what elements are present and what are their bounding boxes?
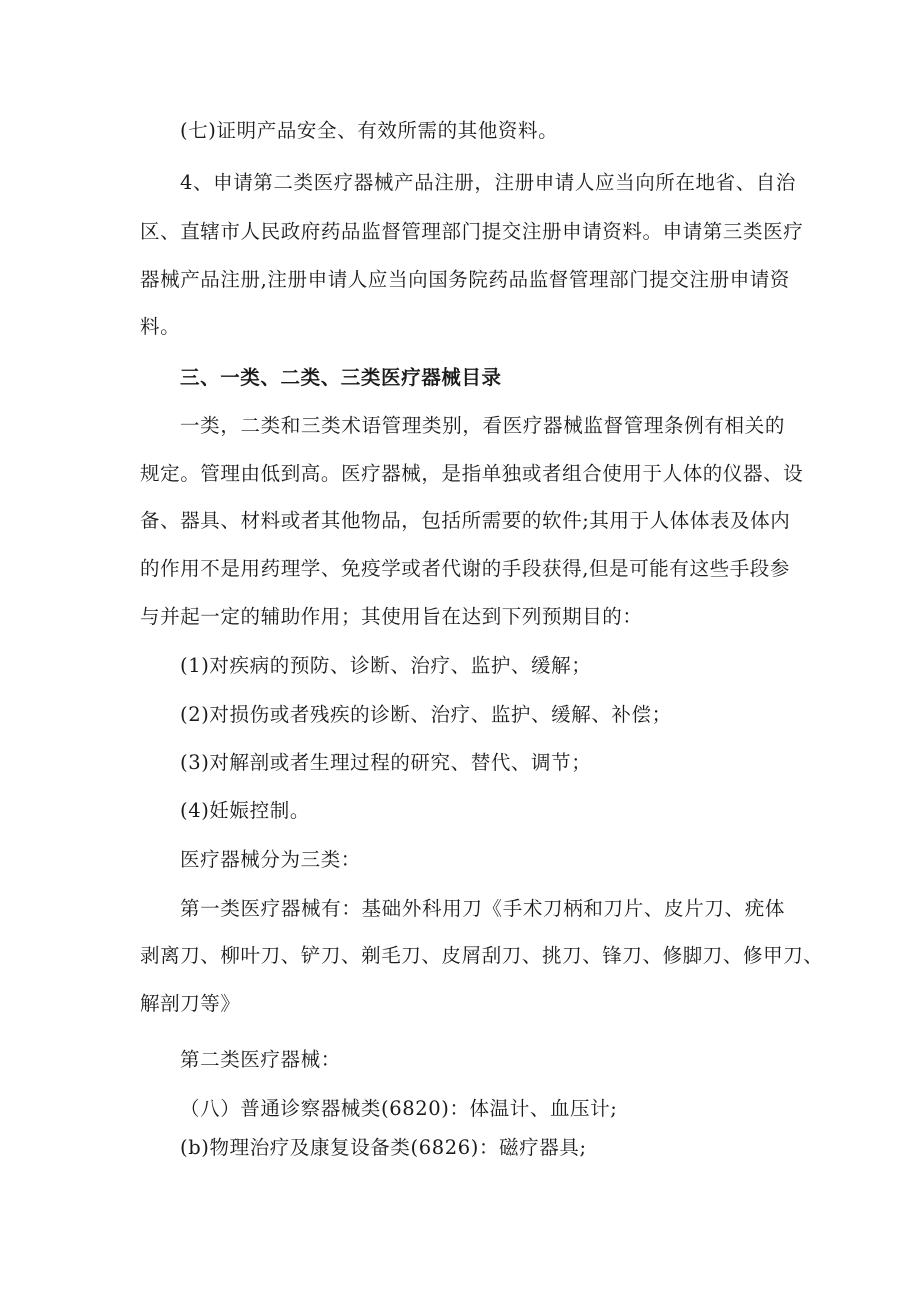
text-line-1: (七)证明产品安全、有效所需的其他资料。 bbox=[180, 119, 559, 142]
list-item-3: (3)对解剖或者生理过程的研究、替代、调节； bbox=[180, 751, 592, 774]
list-item-1: (1)对疾病的预防、诊断、治疗、监护、缓解； bbox=[180, 654, 592, 677]
text-line-3: 区、直辖市人民政府药品监督管理部门提交注册申请资料。申请第三类医疗 bbox=[140, 220, 804, 243]
text-line-5: 料。 bbox=[140, 315, 181, 338]
text-line-18: 剥离刀、柳叶刀、铲刀、剃毛刀、皮屑刮刀、挑刀、锋刀、修脚刀、修甲刀、 bbox=[140, 944, 824, 967]
section-heading: 三、一类、二类、三类医疗器械目录 bbox=[180, 366, 502, 389]
text-line-16: 医疗器械分为三类： bbox=[180, 848, 361, 871]
text-line-9: 备、器具、材料或者其他物品，包括所需要的软件;其用于人体体表及体内 bbox=[140, 509, 791, 532]
text-line-11: 与并起一定的辅助作用；其使用旨在达到下列预期目的： bbox=[140, 605, 643, 628]
text-line-10: 的作用不是用药理学、免疫学或者代谢的手段获得,但是可能有这些手段参 bbox=[140, 557, 790, 580]
text-line-8: 规定。管理由低到高。医疗器械，是指单独或者组合使用于人体的仪器、设 bbox=[140, 462, 804, 485]
text-line-22: (b)物理治疗及康复设备类(6826)：磁疗器具; bbox=[180, 1136, 587, 1159]
list-item-2: (2)对损伤或者残疾的诊断、治疗、监护、缓解、补偿； bbox=[180, 703, 672, 726]
text-line-20: 第二类医疗器械： bbox=[180, 1048, 341, 1071]
text-line-21: （八）普通诊察器械类(6820)：体温计、血压计; bbox=[180, 1097, 618, 1120]
list-item-4: (4)妊娠控制。 bbox=[180, 799, 310, 822]
text-line-19: 解剖刀等》 bbox=[140, 992, 241, 1015]
text-line-17: 第一类医疗器械有：基础外科用刀《手术刀柄和刀片、皮片刀、疣体 bbox=[180, 897, 785, 920]
text-line-4: 器械产品注册,注册申请人应当向国务院药品监督管理部门提交注册申请资 bbox=[140, 268, 790, 291]
text-line-2: 4、申请第二类医疗器械产品注册，注册申请人应当向所在地省、自治 bbox=[180, 171, 797, 194]
text-line-7: 一类，二类和三类术语管理类别，看医疗器械监督管理条例有相关的 bbox=[180, 414, 785, 437]
